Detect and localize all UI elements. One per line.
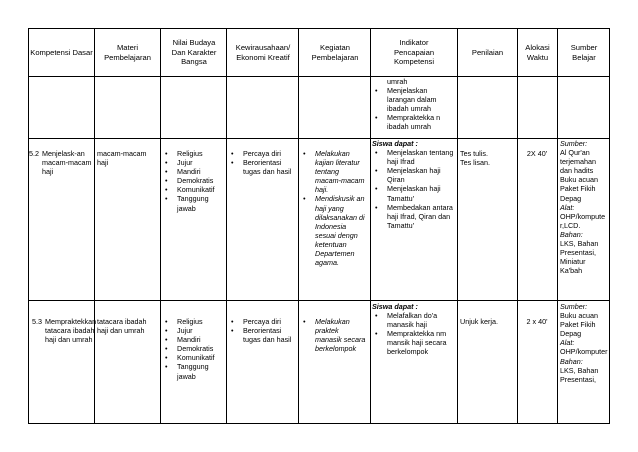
kewirausahaan-cell [228, 149, 297, 176]
alat-label: Alat: [560, 338, 575, 348]
list-item: • Melakukan kajian literatur tentang macam-macam haji. [300, 149, 366, 194]
header-sumber: Sumber Belajar [570, 43, 598, 62]
sumber-item: Buku acuan Paket Fikih Depag [560, 311, 598, 339]
indikator-lead: Siswa dapat : [372, 302, 418, 311]
list-item: • Mempraktekka n ibadah umrah [372, 113, 456, 131]
grid-line [28, 76, 610, 77]
list-item: • Religius [162, 149, 225, 158]
list-item: • Menjelaskan larangan dalam ibadah umrah [372, 86, 456, 113]
indikator-continuation-list [372, 86, 456, 131]
indikator-list [372, 148, 456, 230]
alokasi-cell: 2 x 40' [526, 317, 548, 326]
grid-line [28, 138, 610, 139]
sumber-label: Sumber: [560, 139, 588, 148]
grid-line [517, 28, 518, 424]
grid-line [370, 28, 371, 424]
list-item: • Menjelaskan haji Tamattu' [372, 184, 456, 202]
kd-text: Mempraktekkan tatacara ibadah haji dan umrah [45, 317, 97, 345]
list-item: • Berorientasi tugas dan hasil [228, 326, 297, 344]
rpp-table [28, 28, 610, 424]
kd-number: 5.3 [32, 317, 42, 326]
grid-line [457, 28, 458, 424]
penilaian-cell [460, 317, 515, 326]
header-nilai-budaya: Nilai Budaya Dan Karakter Bangsa [171, 38, 217, 67]
materi-cell: tatacara ibadah haji dan umrah [97, 317, 147, 336]
sumber-item: LKS, Bahan Presentasi, [560, 365, 599, 384]
alokasi-cell: 2X 40' [526, 149, 548, 158]
list-item: • Mandiri [162, 167, 225, 176]
list-item: • Percaya diri [228, 149, 297, 158]
kewirausahaan-list [228, 317, 297, 344]
sumber-item: Al Qur'an terjemahan dan hadits [560, 148, 596, 176]
grid-line [28, 300, 610, 301]
kd-number: 5.2 [29, 149, 39, 158]
list-item: • Demokratis [162, 176, 225, 185]
list-item: • Mempraktekka nm mansik haji secara berkelompok [372, 329, 456, 356]
grid-line [226, 28, 227, 424]
indikator-cell [372, 302, 456, 357]
list-item: • Jujur [162, 158, 225, 167]
header-kewirausahaan: Kewirausahaan/ Ekonomi Kreatif [235, 43, 291, 62]
kegiatan-cell [300, 317, 366, 353]
sumber-item: OHP/komputer [560, 347, 608, 357]
list-item: • Religius [162, 317, 225, 326]
grid-line [298, 28, 299, 424]
penilaian-item: Tes tulis. [460, 149, 488, 158]
list-item: • Mandiri [162, 335, 225, 344]
sumber-item: Buku acuan Paket Fikih Depag [560, 175, 598, 203]
list-item: • Menjelaskan haji Qiran [372, 166, 456, 184]
kegiatan-list [300, 317, 366, 353]
kd-cell [29, 149, 93, 176]
grid-line [94, 28, 95, 424]
header-kegiatan: Kegiatan Pembelajaran [311, 43, 359, 62]
kd-text: Menjelask-an macam-macam haji [42, 149, 92, 177]
bahan-label: Bahan: [560, 229, 583, 239]
header-kompetensi-dasar: Kompetensi Dasar [30, 47, 93, 57]
sumber-item: OHP/komputer,LCD. [560, 211, 606, 230]
list-item: • Jujur [162, 326, 225, 335]
alat-label: Alat: [560, 202, 575, 212]
penilaian-item: Unjuk kerja. [460, 317, 498, 326]
list-item: • Membedakan antara haji Ifrad, Qiran dan Tamattu' [372, 203, 456, 230]
header-penilaian: Penilaian [471, 47, 504, 57]
penilaian-cell [460, 149, 515, 167]
indikator-list [372, 311, 456, 356]
nilai-cell [162, 317, 225, 381]
header-materi: Materi Pembelajaran [104, 43, 151, 62]
kegiatan-cell [300, 149, 366, 267]
kegiatan-list [300, 149, 366, 267]
grid-line [160, 28, 161, 424]
list-item: • Mendiskusik an haji yang dilaksanakan di Indonesia sesuai dengn ketentuan Departemen agama. [300, 194, 366, 267]
indikator-tail-text: umrah [387, 77, 408, 86]
header-indikator: Indikator Pencapaian Kompetensi [393, 38, 435, 67]
sumber-cell [560, 139, 608, 275]
list-item: • Menjelaskan tentang haji Ifrad [372, 148, 456, 166]
kd-cell [29, 317, 97, 345]
materi-cell: macam-macam haji [97, 149, 147, 168]
header-alokasi: Alokasi Waktu [525, 43, 550, 62]
list-item: • Demokratis [162, 344, 225, 353]
grid-line [557, 28, 558, 424]
list-item: • Tanggung jawab [162, 194, 225, 212]
kewirausahaan-list [228, 149, 297, 176]
indikator-lead: Siswa dapat : [372, 139, 418, 148]
list-item: • Komunikatif [162, 185, 225, 194]
sumber-label: Sumber: [560, 302, 588, 311]
indikator-cell [372, 139, 456, 230]
list-item: • Komunikatif [162, 353, 225, 362]
kewirausahaan-cell [228, 317, 297, 344]
list-item: • Tanggung jawab [162, 362, 225, 380]
penilaian-item: Tes lisan. [460, 158, 490, 168]
nilai-cell [162, 149, 225, 213]
indikator-continuation [372, 77, 456, 132]
grid-line [28, 28, 29, 424]
list-item: • Berorientasi tugas dan hasil [228, 158, 297, 176]
nilai-list [162, 317, 225, 381]
nilai-list [162, 149, 225, 213]
list-item: • Melakukan praktek manasik secara berkelompok [300, 317, 366, 353]
bahan-label: Bahan: [560, 356, 583, 366]
list-item: • Percaya diri [228, 317, 297, 326]
sumber-item: LKS, Bahan Presentasi, Miniatur Ka'bah [560, 239, 599, 276]
grid-line [609, 28, 610, 424]
grid-line [28, 423, 610, 424]
sumber-cell [560, 302, 608, 384]
list-item: • Melafalkan do'a manasik haji [372, 311, 456, 329]
